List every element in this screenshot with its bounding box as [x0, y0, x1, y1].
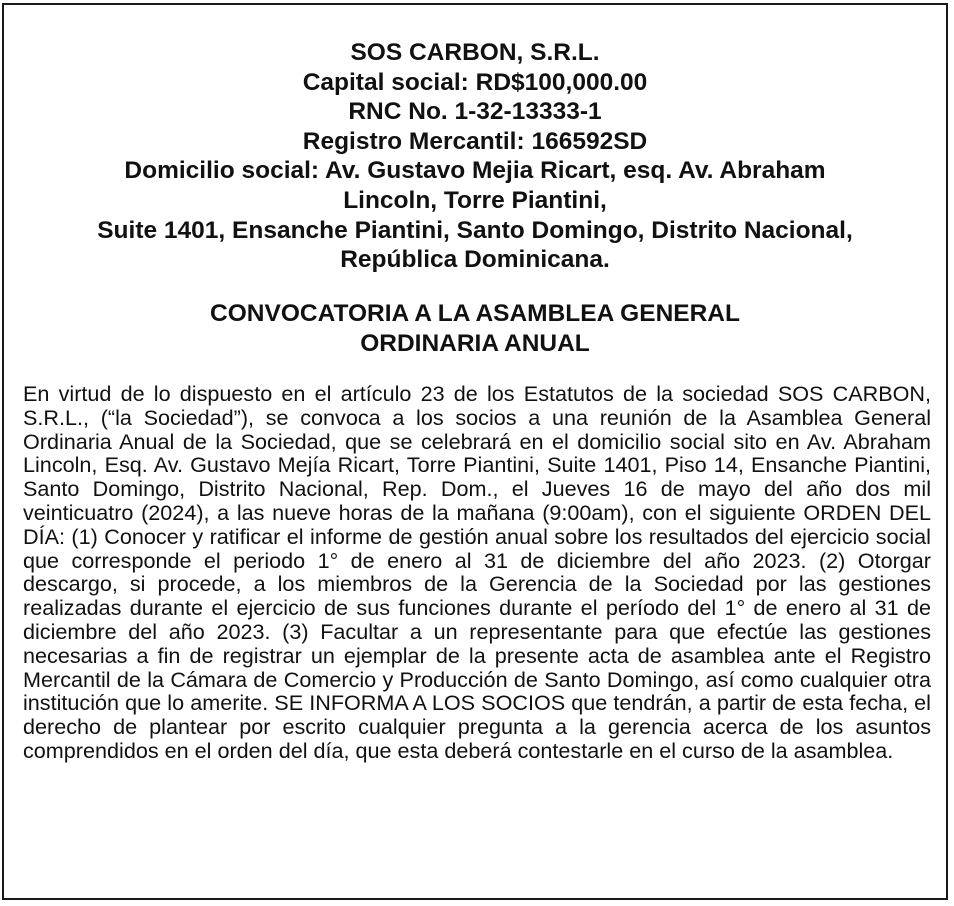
notice-frame	[2, 3, 948, 900]
company-name: SOS CARBON, S.R.L.	[350, 39, 600, 66]
rnc-number: RNC No. 1-32-13333-1	[348, 98, 602, 126]
domicilio-line-3: Suite 1401, Ensanche Piantini, Santo Domingo, Distrito Nacional,	[97, 216, 853, 244]
notice-body: En virtud de lo dispuesto en el artículo 23 de los Estatutos de la sociedad SOS CARBON, S.R.L., (“la Sociedad”), se convoca a los socios a una reunión de la Asamblea General Ordinaria Anual de la Sociedad, que se celebrará en el domicilio social sito en Av. Abraham Lincoln, Esq. Av. Gustavo Mejía Ricart, Torre Piantini, Suite 1401, Piso 14, Ensanche Piantini, Santo Domingo, Distrito Nacional, Rep. Dom., el Jueves 16 de mayo del año dos mil veinticuatro (2024), a las nueve horas de la mañana (9:00am), con el siguiente ORDEN DEL DÍA: (1) Conocer y ratificar el informe de gestión anual sobre los resultados del ejercicio social que corresponde el periodo 1° de enero al 31 de diciembre del año 2023. (2) Otorgar descargo, si procede, a los miembros de la Gerencia de la Sociedad por las gestiones realizadas durante el ejercicio de sus funciones durante el período del 1° de enero al 31 de diciembre del año 2023. (3) Facultar a un representante para que efectúe las gestiones necesarias a fin de registrar un ejemplar de la presente acta de asamblea ante el Registro Mercantil de la Cámara de Comercio y Producción de Santo Domingo, así como cualquier otra institución que lo amerite. SE INFORMA A LOS SOCIOS que tendrán, a partir de esta fecha, el derecho de plantear por escrito cualquier pregunta a la gerencia acerca de los asuntos comprendidos en el orden del día, que esta deberá contestarle en el curso de la asamblea.	[23, 381, 931, 763]
domicilio-line-2: Lincoln, Torre Piantini,	[343, 186, 607, 214]
capital-social: Capital social: RD$100,000.00	[302, 68, 648, 96]
domicilio-line-1: Domicilio social: Av. Gustavo Mejia Ricart, esq. Av. Abraham	[124, 157, 826, 185]
title-line-2: ORDINARIA ANUAL	[360, 330, 590, 357]
company-header	[4, 38, 946, 275]
domicilio-line-4: República Dominicana.	[340, 246, 610, 274]
notice-title	[4, 299, 946, 359]
registro-mercantil: Registro Mercantil: 166592SD	[302, 127, 648, 155]
title-line-1: CONVOCATORIA A LA ASAMBLEA GENERAL	[210, 300, 740, 327]
